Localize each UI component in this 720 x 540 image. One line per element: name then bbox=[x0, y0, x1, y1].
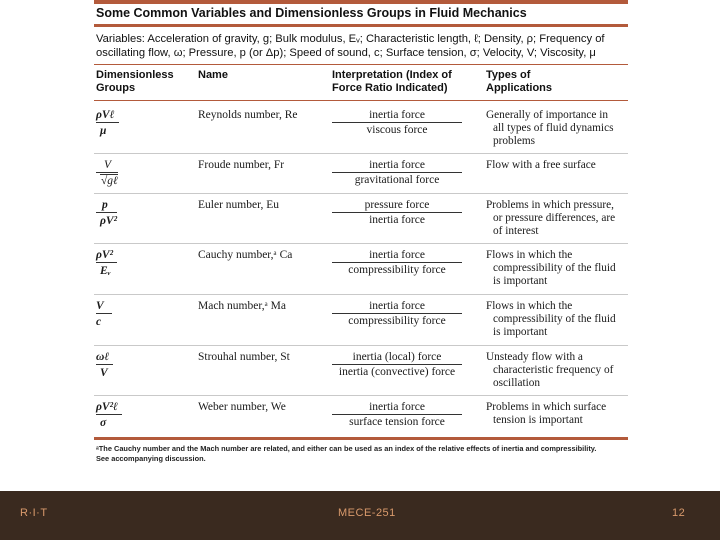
force-ratio bbox=[332, 199, 462, 226]
dimensionless-group bbox=[96, 159, 118, 187]
group-name: Weber number, We bbox=[198, 401, 286, 413]
header-name: Name bbox=[198, 69, 228, 81]
dimensionless-group bbox=[96, 351, 113, 379]
app-line: oscillation bbox=[493, 377, 541, 390]
force-numerator: inertia force bbox=[332, 159, 462, 173]
group-numerator: ωℓ bbox=[96, 351, 113, 365]
group-denominator: μ bbox=[100, 125, 107, 137]
row-divider bbox=[94, 395, 628, 396]
force-ratio bbox=[332, 249, 462, 276]
force-numerator: inertia (local) force bbox=[332, 351, 462, 365]
app-line: Flows in which the bbox=[486, 300, 573, 312]
app-line: Flows in which the bbox=[486, 249, 573, 261]
group-denominator: σ bbox=[100, 417, 107, 429]
group-name: Reynolds number, Re bbox=[198, 109, 298, 121]
app-line: Flow with a free surface bbox=[486, 159, 596, 171]
force-numerator: pressure force bbox=[332, 199, 462, 213]
app-line: Unsteady flow with a bbox=[486, 351, 583, 363]
footnote bbox=[96, 444, 628, 464]
header-groups: Dimensionless Groups bbox=[96, 69, 174, 94]
dimensionless-group bbox=[96, 401, 122, 429]
footnote-line-1: ᵃThe Cauchy number and the Mach number are related, and either can be used as an index of the relative effects of inertia and compressibility. bbox=[96, 444, 597, 453]
app-line: compressibility of the fluid bbox=[493, 313, 616, 326]
dimensionless-group bbox=[96, 249, 117, 277]
header-interpretation: Interpretation (Index of Force Ratio Indicated) bbox=[332, 69, 452, 94]
app-line: is important bbox=[493, 275, 548, 288]
force-denominator: surface tension force bbox=[349, 416, 445, 428]
dimensionless-group bbox=[96, 199, 117, 227]
force-denominator: compressibility force bbox=[348, 315, 446, 327]
force-denominator: viscous force bbox=[366, 124, 428, 136]
applications bbox=[486, 401, 628, 427]
applications bbox=[486, 199, 628, 239]
top-rule bbox=[94, 0, 628, 4]
group-denominator: Eᵥ bbox=[100, 265, 111, 277]
group-numerator: ρV²ℓ bbox=[96, 401, 122, 415]
app-line: Problems in which pressure, bbox=[486, 199, 615, 211]
group-denominator bbox=[96, 173, 118, 187]
group-numerator: V bbox=[96, 300, 112, 314]
row-divider bbox=[94, 294, 628, 295]
app-line: or pressure differences, are bbox=[493, 212, 616, 225]
slide-footer bbox=[0, 491, 720, 540]
force-ratio bbox=[332, 401, 462, 428]
force-ratio bbox=[332, 300, 462, 327]
app-line: is important bbox=[493, 326, 548, 339]
dimensionless-group bbox=[96, 300, 112, 328]
applications bbox=[486, 249, 628, 289]
applications bbox=[486, 351, 628, 391]
force-denominator: gravitational force bbox=[354, 174, 440, 186]
applications bbox=[486, 109, 628, 149]
app-line: compressibility of the fluid bbox=[493, 262, 616, 275]
course-code: MECE-251 bbox=[338, 507, 396, 519]
row-divider bbox=[94, 193, 628, 194]
group-name: Euler number, Eu bbox=[198, 199, 279, 211]
group-name: Strouhal number, St bbox=[198, 351, 290, 363]
force-denominator: inertia force bbox=[369, 214, 425, 226]
force-ratio bbox=[332, 351, 462, 378]
sqrt-expression: √gℓ bbox=[101, 175, 118, 187]
footnote-line-2: See accompanying discussion. bbox=[96, 454, 206, 463]
group-numerator: p bbox=[96, 199, 117, 213]
group-name: Froude number, Fr bbox=[198, 159, 285, 171]
app-line: characteristic frequency of bbox=[493, 364, 614, 377]
page-number: 12 bbox=[672, 507, 686, 519]
group-name: Mach number,ᵃ Ma bbox=[198, 300, 286, 312]
force-numerator: inertia force bbox=[332, 249, 462, 263]
table-document bbox=[94, 0, 628, 470]
group-numerator: ρVℓ bbox=[96, 109, 119, 123]
group-denominator: V bbox=[100, 367, 108, 379]
header-bottom-rule bbox=[94, 100, 628, 101]
header-applications: Types of Applications bbox=[486, 69, 553, 94]
dimensionless-group bbox=[96, 109, 119, 137]
rit-logo: R·I·T bbox=[20, 507, 48, 519]
app-line: Problems in which surface bbox=[486, 401, 607, 413]
variables-line-1: Variables: Acceleration of gravity, g; Bulk modulus, Eᵥ; Characteristic length, ℓ; Density, ρ; Frequency of bbox=[96, 33, 605, 45]
app-line: problems bbox=[493, 135, 536, 148]
group-numerator: V bbox=[96, 159, 118, 173]
applications bbox=[486, 300, 628, 340]
variables-note bbox=[96, 33, 626, 60]
group-numerator: ρV² bbox=[96, 249, 117, 263]
applications bbox=[486, 159, 628, 172]
app-line: all types of fluid dynamics bbox=[493, 122, 614, 135]
app-line: tension is important bbox=[493, 414, 583, 427]
force-denominator: compressibility force bbox=[348, 264, 446, 276]
row-divider bbox=[94, 345, 628, 346]
row-divider bbox=[94, 243, 628, 244]
force-numerator: inertia force bbox=[332, 300, 462, 314]
force-ratio bbox=[332, 159, 462, 186]
app-line: Generally of importance in bbox=[486, 109, 609, 121]
table-bottom-rule bbox=[94, 437, 628, 440]
variables-line-2: oscillating flow, ω; Pressure, p (or Δp); Speed of sound, c; Surface tension, σ; Velocity, V; Viscosity, μ bbox=[96, 46, 596, 59]
app-line: of interest bbox=[493, 225, 539, 238]
header-top-rule bbox=[94, 64, 628, 65]
table-title: Some Common Variables and Dimensionless Groups in Fluid Mechanics bbox=[96, 6, 527, 20]
force-ratio bbox=[332, 109, 462, 136]
group-name: Cauchy number,ᵃ Ca bbox=[198, 249, 293, 261]
title-rule bbox=[94, 24, 628, 27]
group-denominator: ρV² bbox=[100, 215, 118, 227]
group-denominator: c bbox=[96, 316, 102, 328]
row-divider bbox=[94, 153, 628, 154]
force-numerator: inertia force bbox=[332, 109, 462, 123]
force-numerator: inertia force bbox=[332, 401, 462, 415]
force-denominator: inertia (convective) force bbox=[338, 366, 456, 378]
